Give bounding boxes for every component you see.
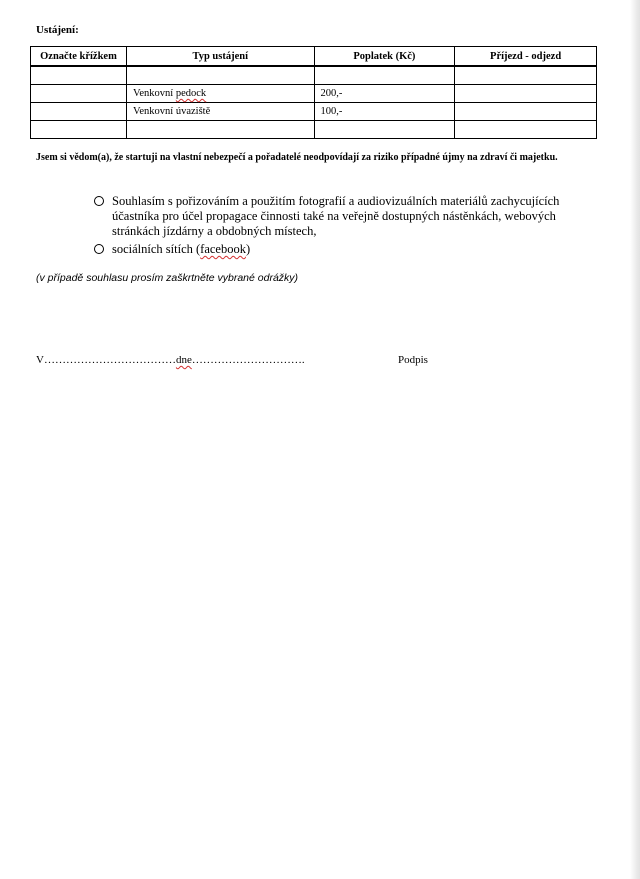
table-cell-type: [126, 85, 314, 103]
table-row: [31, 121, 597, 139]
table-row: [31, 103, 597, 121]
spellcheck-word: facebook: [200, 242, 246, 256]
page-edge-shadow: [630, 0, 640, 879]
table-cell-type: Venkovní úvaziště: [126, 103, 314, 121]
header-arrival-departure: Příjezd - odjezd: [455, 47, 597, 67]
table-row: [31, 66, 597, 85]
table-cell-type: [126, 66, 314, 85]
signature-label: Podpis: [398, 354, 428, 366]
spellcheck-word: pedock: [175, 88, 207, 99]
circle-bullet-icon[interactable]: [94, 196, 104, 206]
consent-list: [94, 194, 594, 260]
header-mark-cross: Označte křížkem: [31, 47, 127, 67]
header-fee: Poplatek (Kč): [314, 47, 455, 67]
table-cell-arrival[interactable]: [455, 66, 597, 85]
date-word: dne: [175, 354, 192, 366]
date-dots: ………………………….: [191, 354, 305, 366]
table-cell-arrival[interactable]: [455, 121, 597, 139]
consent-photos-label: Souhlasím s pořizováním a použitím fotografií a audiovizuálních materiálů zachycujících účastníka pro účel propagace činnosti také na veřejně dostupných nástěnkách, webových stránkách jízdárny a obdobných místech,: [112, 194, 560, 238]
table-cell-mark[interactable]: [31, 103, 127, 121]
circle-bullet-icon[interactable]: [94, 244, 104, 254]
table-cell-fee: 200,-: [314, 85, 455, 103]
section-title: Ustájení:: [36, 24, 79, 36]
table-header-row: [31, 47, 597, 67]
table-cell-mark[interactable]: [31, 121, 127, 139]
header-stabling-type: Typ ustájení: [126, 47, 314, 67]
consent-item-social: [94, 242, 594, 257]
table-row: [31, 85, 597, 103]
place-date-line: [36, 354, 305, 366]
table-cell-arrival[interactable]: [455, 103, 597, 121]
table-cell-fee: [314, 121, 455, 139]
stabling-table: [30, 46, 597, 139]
table-cell-type: [126, 121, 314, 139]
table-cell-arrival[interactable]: [455, 85, 597, 103]
liability-notice: Jsem si vědom(a), že startuji na vlastní nebezpečí a pořadatelé neodpovídají za riziko případné újmy na zdraví či majetku.: [36, 152, 558, 163]
table-cell-fee: [314, 66, 455, 85]
table-cell-fee: 100,-: [314, 103, 455, 121]
consent-item-photos: [94, 194, 594, 239]
consent-hint: (v případě souhlasu prosím zaškrtněte vybrané odrážky): [36, 272, 299, 284]
table-cell-mark[interactable]: [31, 85, 127, 103]
consent-social-label: sociálních sítích (facebook): [112, 242, 251, 256]
type-prefix: Venkovní: [132, 88, 176, 99]
place-dots: V………………………………: [36, 354, 176, 366]
table-cell-mark[interactable]: [31, 66, 127, 85]
